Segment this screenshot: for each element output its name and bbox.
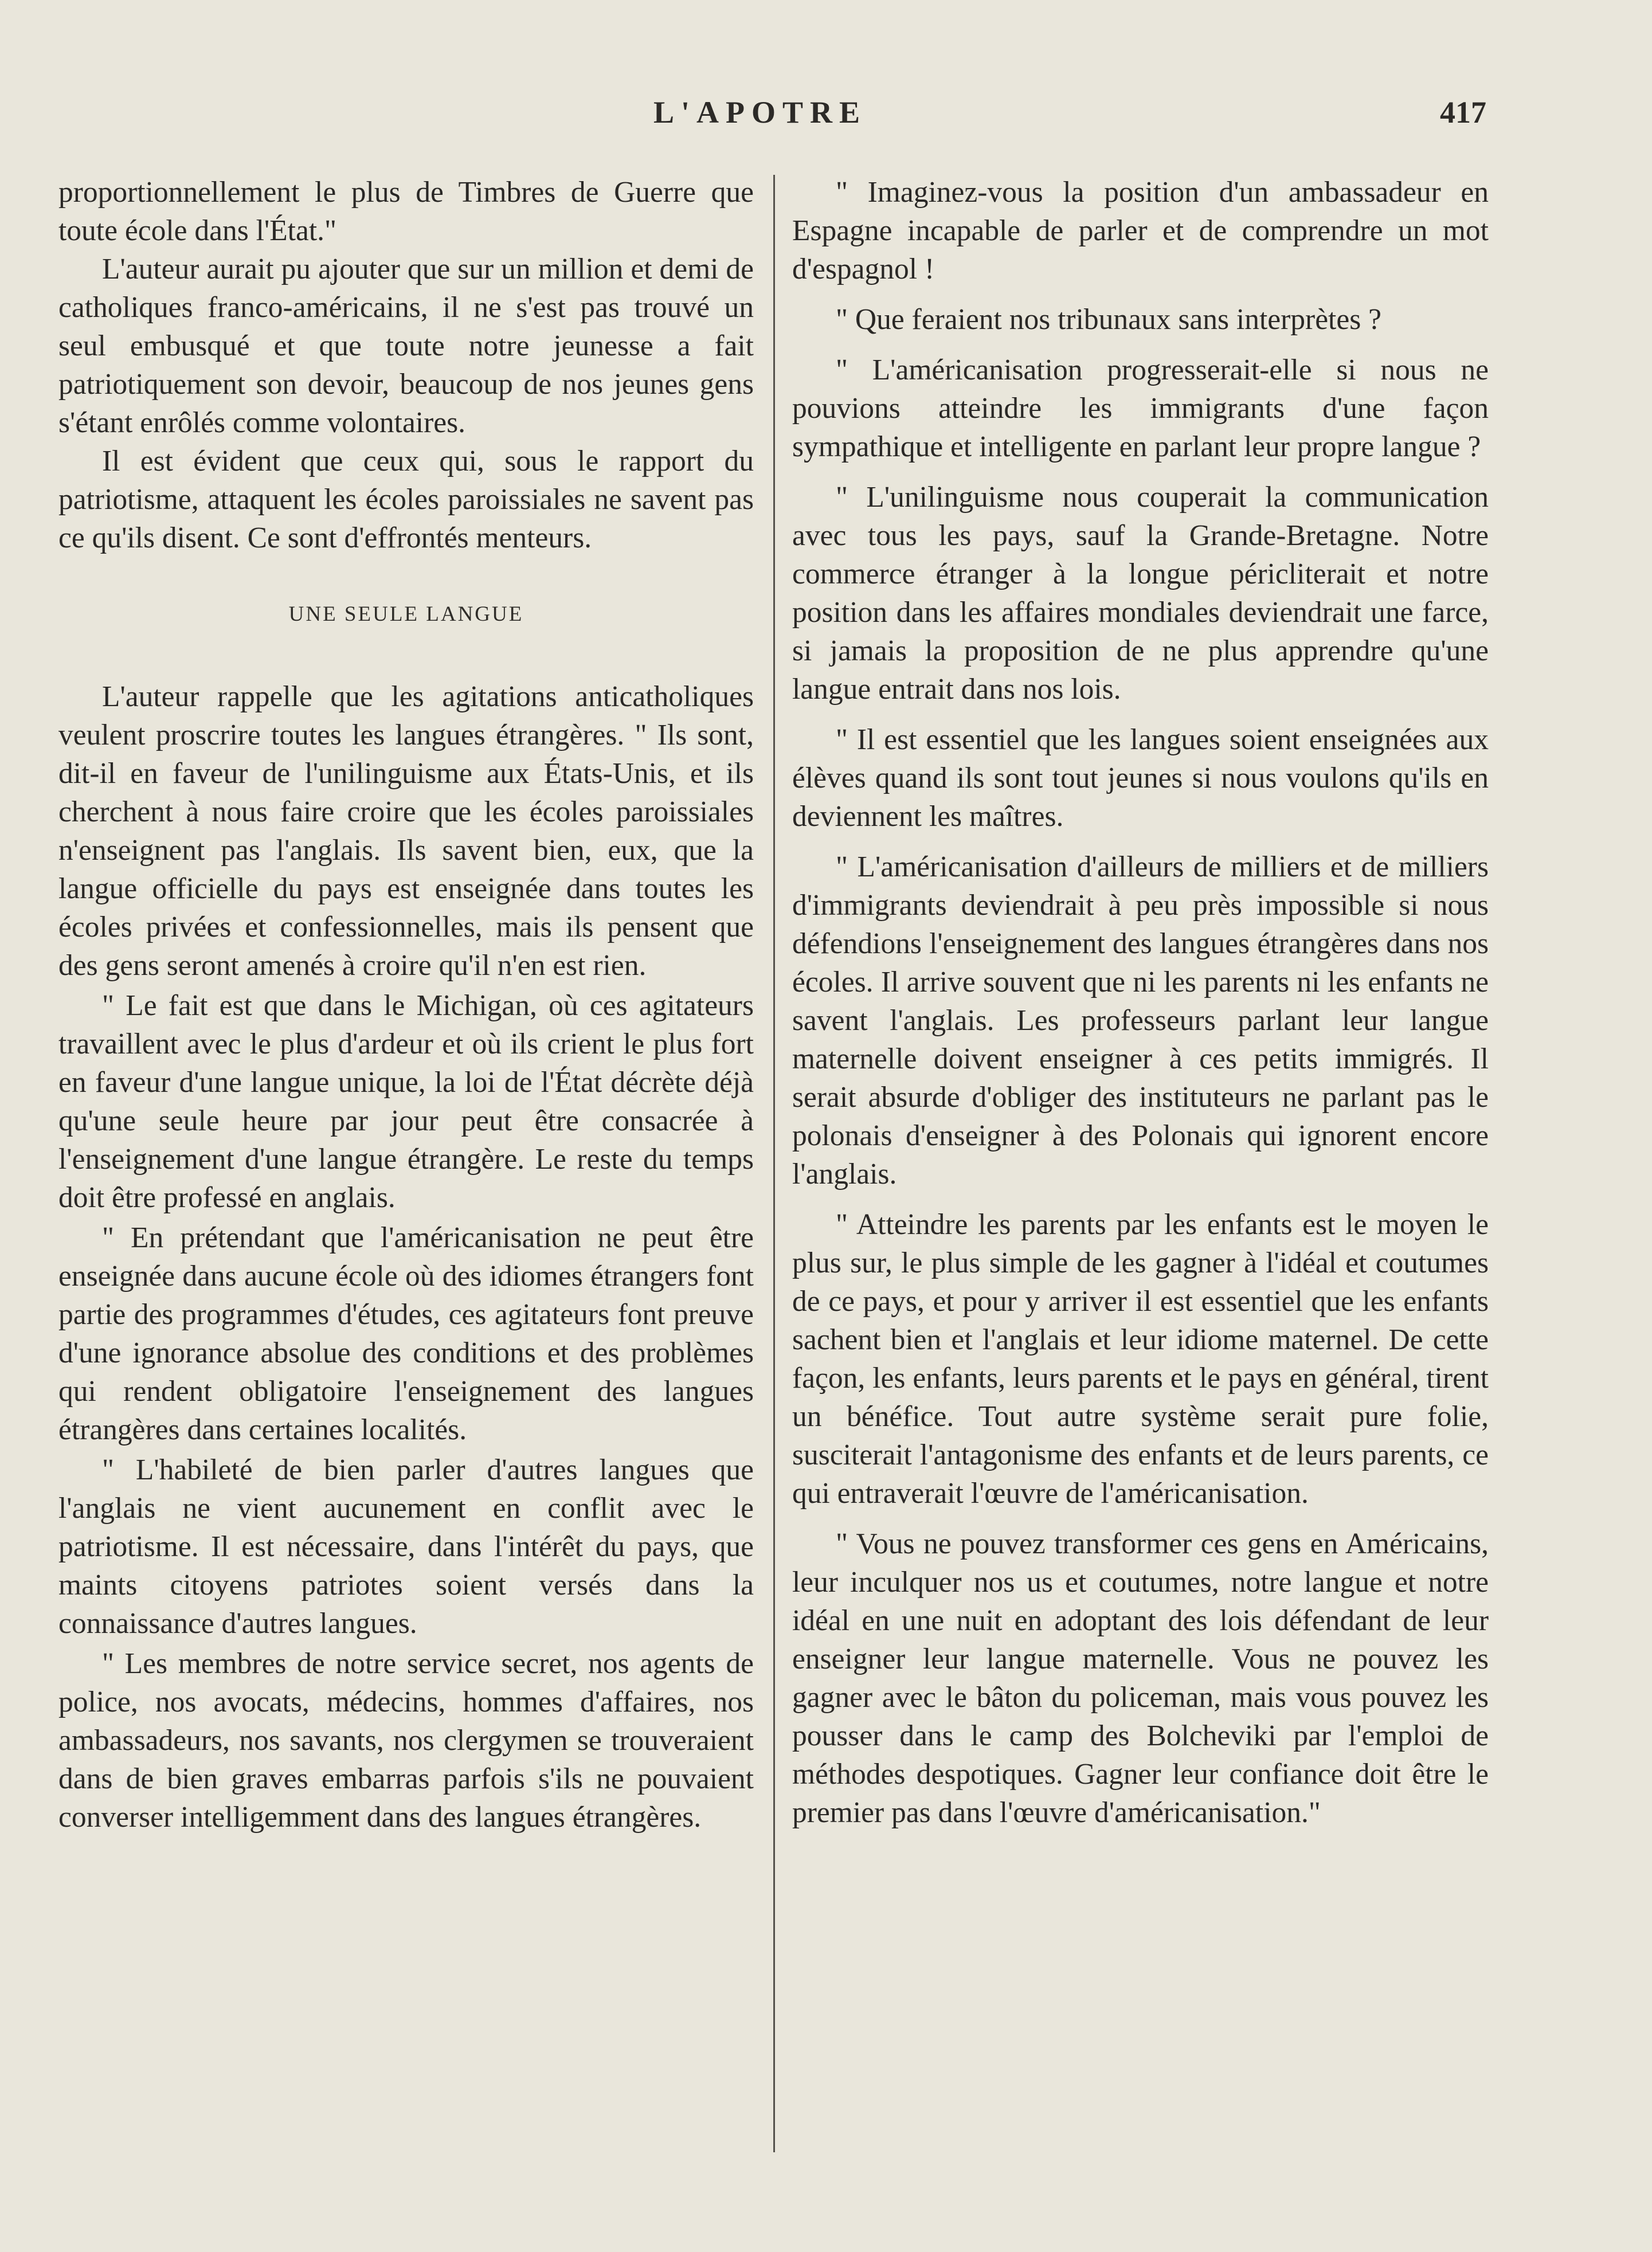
paragraph: " Atteindre les parents par les enfants est le moyen le plus sur, le plus simple de les gagner à l'idéal et coutumes de ce pays, et pour y arriver il est essentiel que les enfants sachent bien et l'anglais et leur idiome maternel. De cette façon, les enfants, leurs parents et le pays en général, tirent un bénéfice. Tout autre système serait pure folie, susciterait l'antagonisme des enfants et de leurs parents, ce qui entraverait l'œuvre de l'américanisation.	[792, 1208, 1489, 1510]
page-number: 417	[1440, 95, 1486, 130]
paragraph: " L'américanisation d'ailleurs de milliers et de milliers d'immigrants deviendrait à peu près impossible si nous défendions l'enseignement des langues étrangères dans nos écoles. Il arrive souvent que ni les parents ni les enfants ne savent l'anglais. Les professeurs parlant leur langue maternelle doivent enseigner à ces petits immigrés. Il serait absurde d'obliger des instituteurs ne parlant pas le polonais d'enseigner à des Polonais qui ignorent encore l'anglais.	[792, 851, 1489, 1190]
right-column	[792, 173, 1489, 1844]
paragraph: " Il est essentiel que les langues soient enseignées aux élèves quand ils sont tout jeunes si nous voulons qu'ils en deviennent les maîtres.	[792, 723, 1489, 833]
column-divider	[773, 175, 775, 2152]
running-title: L'APOTRE	[653, 95, 867, 130]
paragraph: " L'américanisation progresserait-elle si nous ne pouvions atteindre les immigrants d'une façon sympathique et intelligente en parlant leur propre langue ?	[792, 354, 1489, 463]
paragraph: " Le fait est que dans le Michigan, où ces agitateurs travaillent avec le plus d'ardeur et où ils crient le plus fort en faveur d'une langue unique, la loi de l'État décrète déjà qu'une seule heure par jour peut être consacrée à l'enseignement d'une langue étrangère. Le reste du temps doit être professé en anglais.	[58, 989, 754, 1214]
paragraph: " Que feraient nos tribunaux sans interprètes ?	[836, 303, 1381, 336]
paragraph: proportionnellement le plus de Timbres de Guerre que toute école dans l'État."	[58, 176, 754, 247]
paragraph: " Vous ne pouvez transformer ces gens en Américains, leur inculquer nos us et coutumes, notre langue et notre idéal en une nuit en adoptant des lois défendant de leur enseigner leur langue maternelle. Vous ne pouvez les gagner avec le bâton du policeman, mais vous pouvez les pousser dans le camp des Bolcheviki par l'emploi de méthodes despotiques. Gagner leur confiance doit être le premier pas dans l'œuvre d'américanisation."	[792, 1528, 1489, 1829]
paragraph: " En prétendant que l'américanisation ne peut être enseignée dans aucune école où des idiomes étrangers font partie des programmes d'études, ces agitateurs font preuve d'une ignorance absolue des conditions et des problèmes qui rendent obligatoire l'enseignement des langues étrangères dans certaines localités.	[58, 1221, 754, 1446]
paragraph: " L'habileté de bien parler d'autres langues que l'anglais ne vient aucunement en conflit avec le patriotisme. Il est nécessaire, dans l'intérêt du pays, que maints citoyens patriotes soient versés dans la connaissance d'autres langues.	[58, 1454, 754, 1640]
section-heading: UNE SEULE LANGUE	[288, 602, 524, 626]
running-header	[0, 95, 1652, 146]
paragraph: L'auteur rappelle que les agitations anticatholiques veulent proscrire toutes les langues étrangères. " Ils sont, dit-il en faveur de l'unilinguisme aux États-Unis, et ils cherchent à nous faire croire que les écoles paroissiales n'enseignent pas l'anglais. Ils savent bien, eux, que la langue officielle du pays est enseignée dans toutes les écoles privées et confessionnelles, mais ils pensent que des gens seront amenés à croire qu'il n'en est rien.	[58, 680, 754, 982]
paragraph: L'auteur aurait pu ajouter que sur un million et demi de catholiques franco-américains, il ne s'est pas trouvé un seul embusqué et que toute notre jeunesse a fait patriotiquement son devoir, beaucoup de nos jeunes gens s'étant enrôlés comme volontaires.	[58, 253, 754, 439]
paragraph: " L'unilinguisme nous couperait la communication avec tous les pays, sauf la Grande-Bretagne. Notre commerce étranger à la longue péricliterait et notre position dans les affaires mondiales deviendrait une farce, si jamais la proposition de ne plus apprendre qu'une langue entrait dans nos lois.	[792, 481, 1489, 706]
paragraph: Il est évident que ceux qui, sous le rapport du patriotisme, attaquent les écoles paroissiales ne savent pas ce qu'ils disent. Ce sont d'effrontés menteurs.	[58, 445, 754, 554]
left-column	[58, 173, 754, 1836]
paragraph: " Imaginez-vous la position d'un ambassadeur en Espagne incapable de parler et de comprendre un mot d'espagnol !	[792, 176, 1489, 285]
paragraph: " Les membres de notre service secret, nos agents de police, nos avocats, médecins, hommes d'affaires, nos ambassadeurs, nos savants, nos clergymen se trouveraient dans de bien graves embarras parfois s'ils ne pouvaient converser intelligemment dans des langues étrangères.	[58, 1647, 754, 1834]
